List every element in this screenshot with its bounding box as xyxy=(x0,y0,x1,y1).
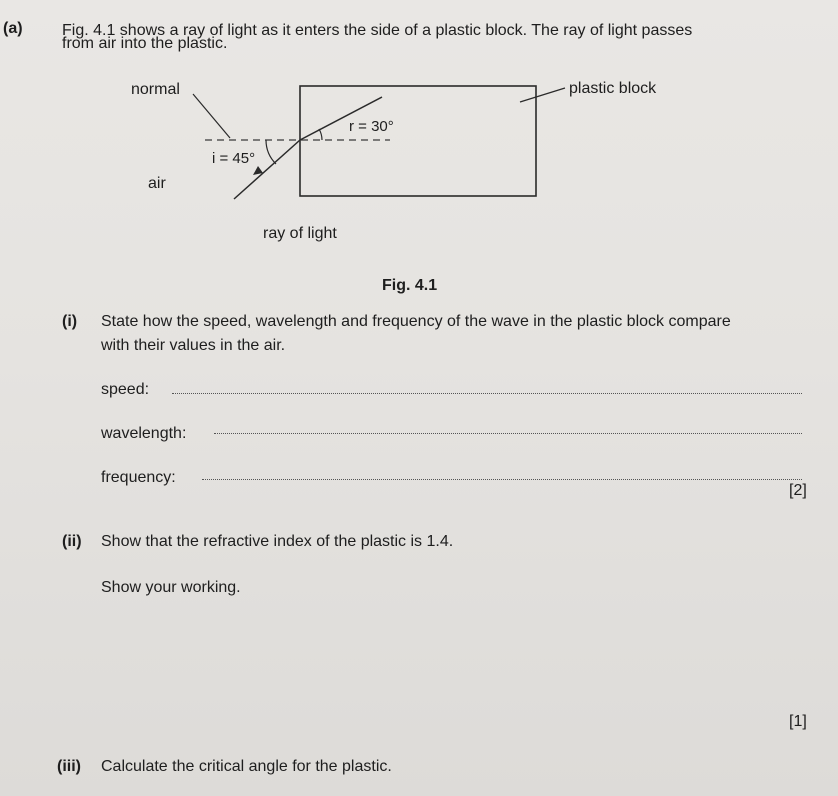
plastic-block xyxy=(300,86,536,196)
speed-label: speed: xyxy=(101,381,150,398)
part-i-text-line2: with their values in the air. xyxy=(101,337,286,354)
part-iii-label: (iii) xyxy=(57,758,81,775)
plastic-block-label: plastic block xyxy=(569,80,657,97)
part-a-text-line2: from air into the plastic. xyxy=(62,35,228,52)
part-ii-marks: [1] xyxy=(789,713,807,730)
part-a-label: (a) xyxy=(3,20,23,37)
angle-arc-i xyxy=(266,140,276,164)
figure-caption: Fig. 4.1 xyxy=(382,277,438,294)
speed-answer-line[interactable] xyxy=(172,393,802,394)
figure-4-1 xyxy=(0,70,838,330)
wavelength-answer-line[interactable] xyxy=(214,433,802,434)
part-a-text-line1: Fig. 4.1 shows a ray of light as it enters the side of a plastic block. The ray of light passes xyxy=(62,22,693,39)
frequency-answer-line[interactable] xyxy=(202,479,802,480)
part-i-label: (i) xyxy=(62,313,78,330)
part-ii-text-line1: Show that the refractive index of the plastic is 1.4. xyxy=(101,533,454,550)
plastic-block-leader xyxy=(520,88,565,102)
part-iii-text-line1: Calculate the critical angle for the plastic. xyxy=(101,758,392,775)
r-angle-label: r = 30° xyxy=(349,118,394,135)
part-i-text-line1: State how the speed, wavelength and frequency of the wave in the plastic block compare xyxy=(101,313,731,330)
part-ii-text-line2: Show your working. xyxy=(101,579,241,596)
air-label: air xyxy=(148,175,166,192)
wavelength-label: wavelength: xyxy=(101,425,187,442)
part-i-marks: [2] xyxy=(789,482,807,499)
ray-of-light-label: ray of light xyxy=(263,225,337,242)
normal-leader xyxy=(193,94,230,138)
part-ii-label: (ii) xyxy=(62,533,82,550)
angle-arc-r xyxy=(319,129,322,140)
normal-label: normal xyxy=(131,81,180,98)
frequency-label: frequency: xyxy=(101,469,176,486)
i-angle-label: i = 45° xyxy=(212,150,256,167)
